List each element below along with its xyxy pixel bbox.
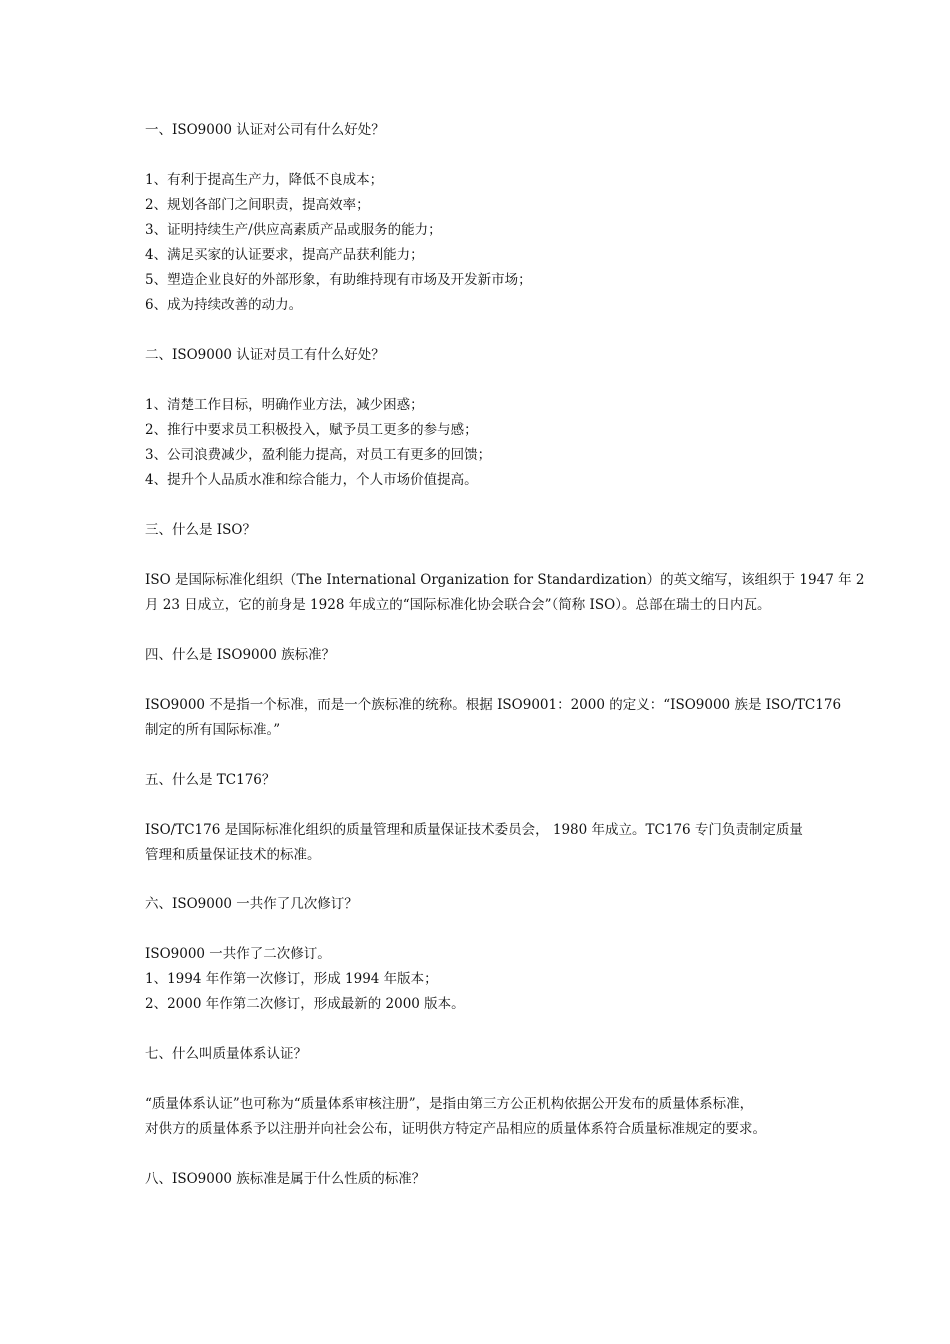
section-2-line-4: 4、提升个人品质水准和综合能力，个人市场价值提高。	[145, 472, 478, 488]
section-5-heading: 五、什么是 TC176？	[145, 772, 276, 788]
section-2-line-1: 1、清楚工作目标，明确作业方法，减少困惑；	[145, 397, 424, 413]
section-1-line-2: 2、规划各部门之间职责，提高效率；	[145, 197, 370, 213]
section-1-line-4: 4、满足买家的认证要求，提高产品获利能力；	[145, 247, 424, 263]
section-7-line-2: 对供方的质量体系予以注册并向社会公布，证明供方特定产品相应的质量体系符合质量标准规定的要求。	[145, 1121, 766, 1137]
section-7-heading: 七、什么叫质量体系认证？	[145, 1046, 307, 1062]
section-1-heading: 一、ISO9000 认证对公司有什么好处？	[145, 122, 385, 138]
section-1-line-1: 1、有利于提高生产力，降低不良成本；	[145, 172, 384, 188]
section-4-line-2: 制定的所有国际标准。”	[145, 722, 281, 738]
section-6-heading: 六、ISO9000 一共作了几次修订？	[145, 896, 358, 912]
section-4-line-1: ISO9000 不是指一个标准，而是一个族标准的统称。根据 ISO9001：2000 的定义：“ISO9000 族是 ISO/TC176	[145, 697, 842, 713]
section-6-line-1: ISO9000 一共作了二次修订。	[145, 946, 331, 962]
section-3-heading: 三、什么是 ISO？	[145, 522, 256, 538]
section-4-heading: 四、什么是 ISO9000 族标准？	[145, 647, 336, 663]
section-1-line-6: 6、成为持续改善的动力。	[145, 297, 303, 313]
section-7-line-1: “质量体系认证”也可称为“质量体系审核注册”，是指由第三方公正机构依据公开发布的质量体系标准，	[145, 1096, 754, 1112]
section-2-heading: 二、ISO9000 认证对员工有什么好处？	[145, 347, 385, 363]
section-1-line-3: 3、证明持续生产/供应高素质产品或服务的能力；	[145, 222, 442, 238]
section-6-line-2: 1、1994 年作第一次修订，形成 1994 年版本；	[145, 971, 438, 987]
section-1-line-5: 5、塑造企业良好的外部形象，有助维持现有市场及开发新市场；	[145, 272, 532, 288]
section-2-line-2: 2、推行中要求员工积极投入，赋予员工更多的参与感；	[145, 422, 478, 438]
section-5-line-1: ISO/TC176 是国际标准化组织的质量管理和质量保证技术委员会， 1980 年成立。TC176 专门负责制定质量	[145, 822, 803, 838]
section-5-line-2: 管理和质量保证技术的标准。	[145, 847, 321, 863]
section-6-line-3: 2、2000 年作第二次修订，形成最新的 2000 版本。	[145, 996, 465, 1012]
section-3-line-1: ISO 是国际标准化组织（The International Organization for Standardization）的英文缩写，该组织于 1947 年 2	[145, 572, 865, 588]
section-2-line-3: 3、公司浪费减少，盈利能力提高，对员工有更多的回馈；	[145, 447, 492, 463]
section-8-heading: 八、ISO9000 族标准是属于什么性质的标准？	[145, 1171, 426, 1187]
section-3-line-2: 月 23 日成立，它的前身是 1928 年成立的“国际标准化协会联合会”（简称 ISO）。总部在瑞士的日内瓦。	[145, 597, 771, 613]
